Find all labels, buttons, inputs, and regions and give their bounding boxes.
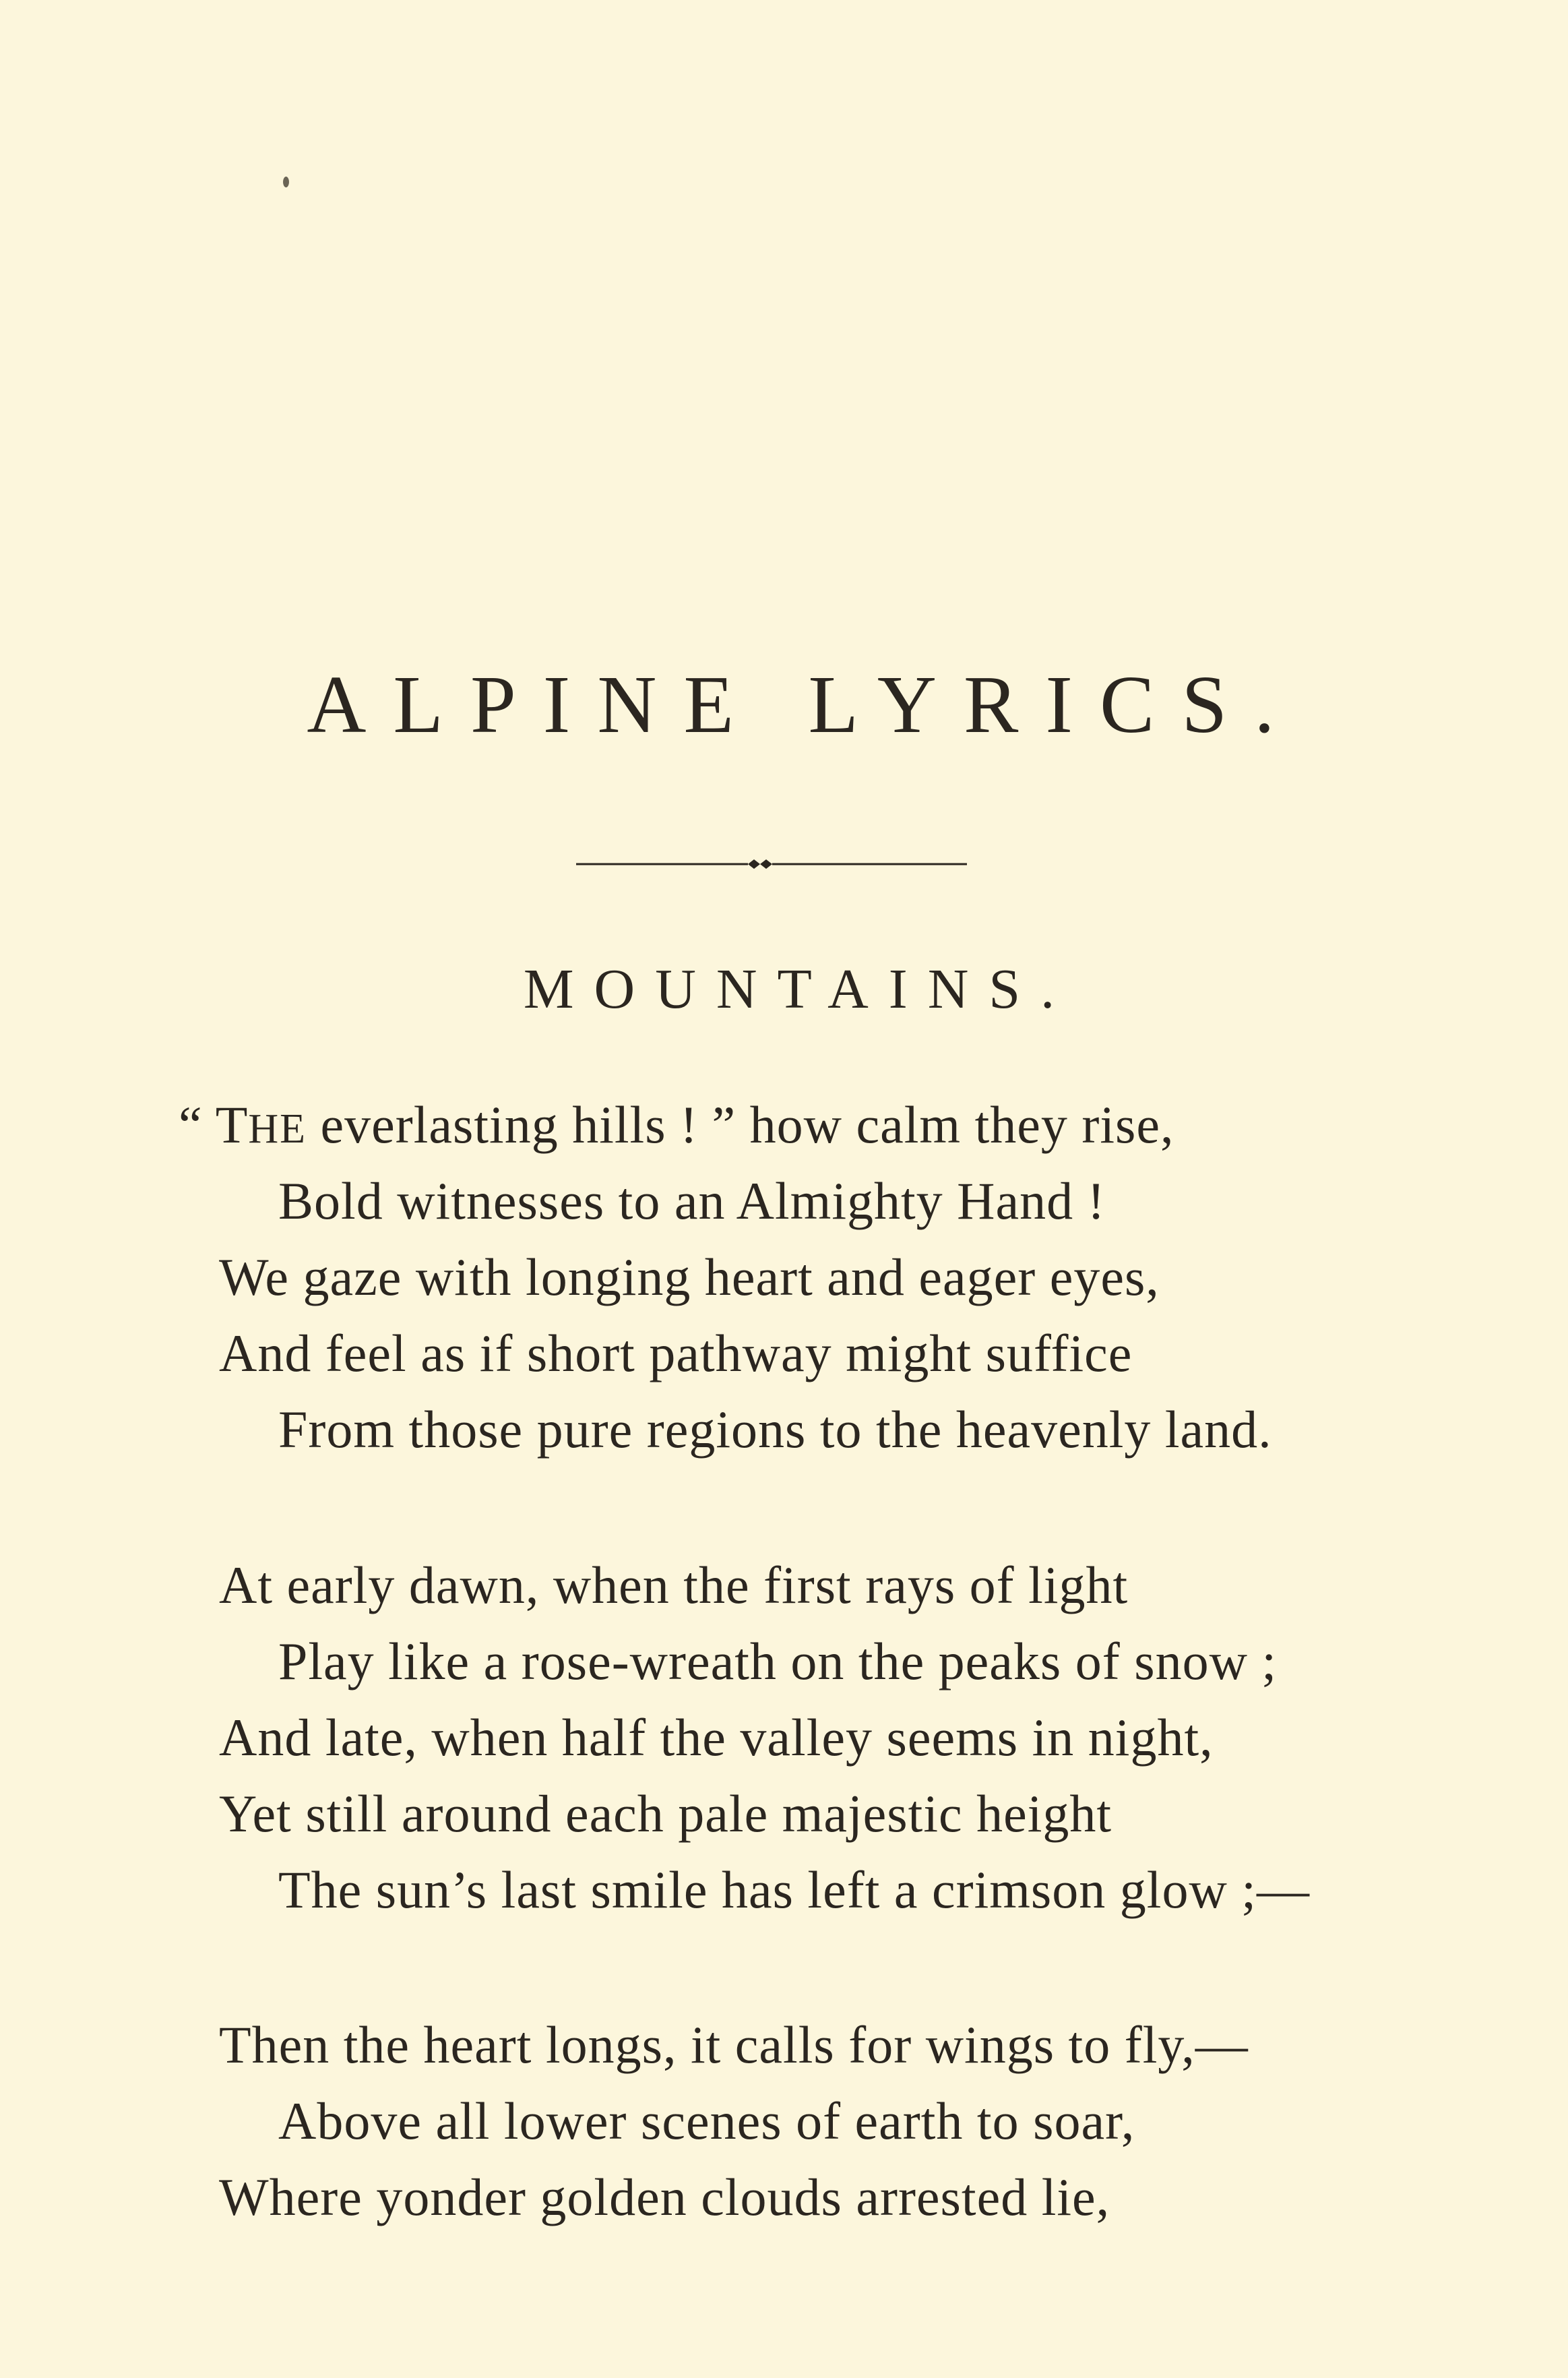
poem-line: Yet still around each pale majestic height	[219, 1784, 1112, 1843]
poem-line: And late, when half the valley seems in night,	[219, 1708, 1214, 1767]
book-title: ALPINE LYRICS.	[307, 659, 1302, 750]
poem-line: Bold witnesses to an Almighty Hand !	[278, 1171, 1106, 1230]
poem-line: The sun’s last smile has left a crimson glow ;—	[278, 1860, 1310, 1919]
line-rest: everlasting hills ! ” how calm they rise,	[307, 1095, 1174, 1154]
small-caps-word: HE	[248, 1106, 307, 1152]
poem-line	[179, 1095, 1174, 1154]
line-lead-quote: “ T	[179, 1095, 249, 1154]
ink-speck	[283, 177, 289, 187]
poem-line: At early dawn, when the first rays of light	[219, 1556, 1129, 1614]
poem-title: MOUNTAINS.	[523, 958, 1075, 1020]
poem-line: From those pure regions to the heavenly land.	[278, 1400, 1272, 1459]
ornament-divider	[576, 857, 967, 871]
poem-line: Play like a rose-wreath on the peaks of snow ;	[278, 1632, 1278, 1690]
poem-line: Above all lower scenes of earth to soar,	[278, 2092, 1135, 2150]
poem-line: Then the heart longs, it calls for wings to fly,—	[219, 2015, 1249, 2074]
poem-line: We gaze with longing heart and eager eyes,	[219, 1248, 1160, 1306]
poem-line: Where yonder golden clouds arrested lie,	[219, 2168, 1110, 2226]
poem-line: And feel as if short pathway might suffice	[219, 1324, 1133, 1382]
